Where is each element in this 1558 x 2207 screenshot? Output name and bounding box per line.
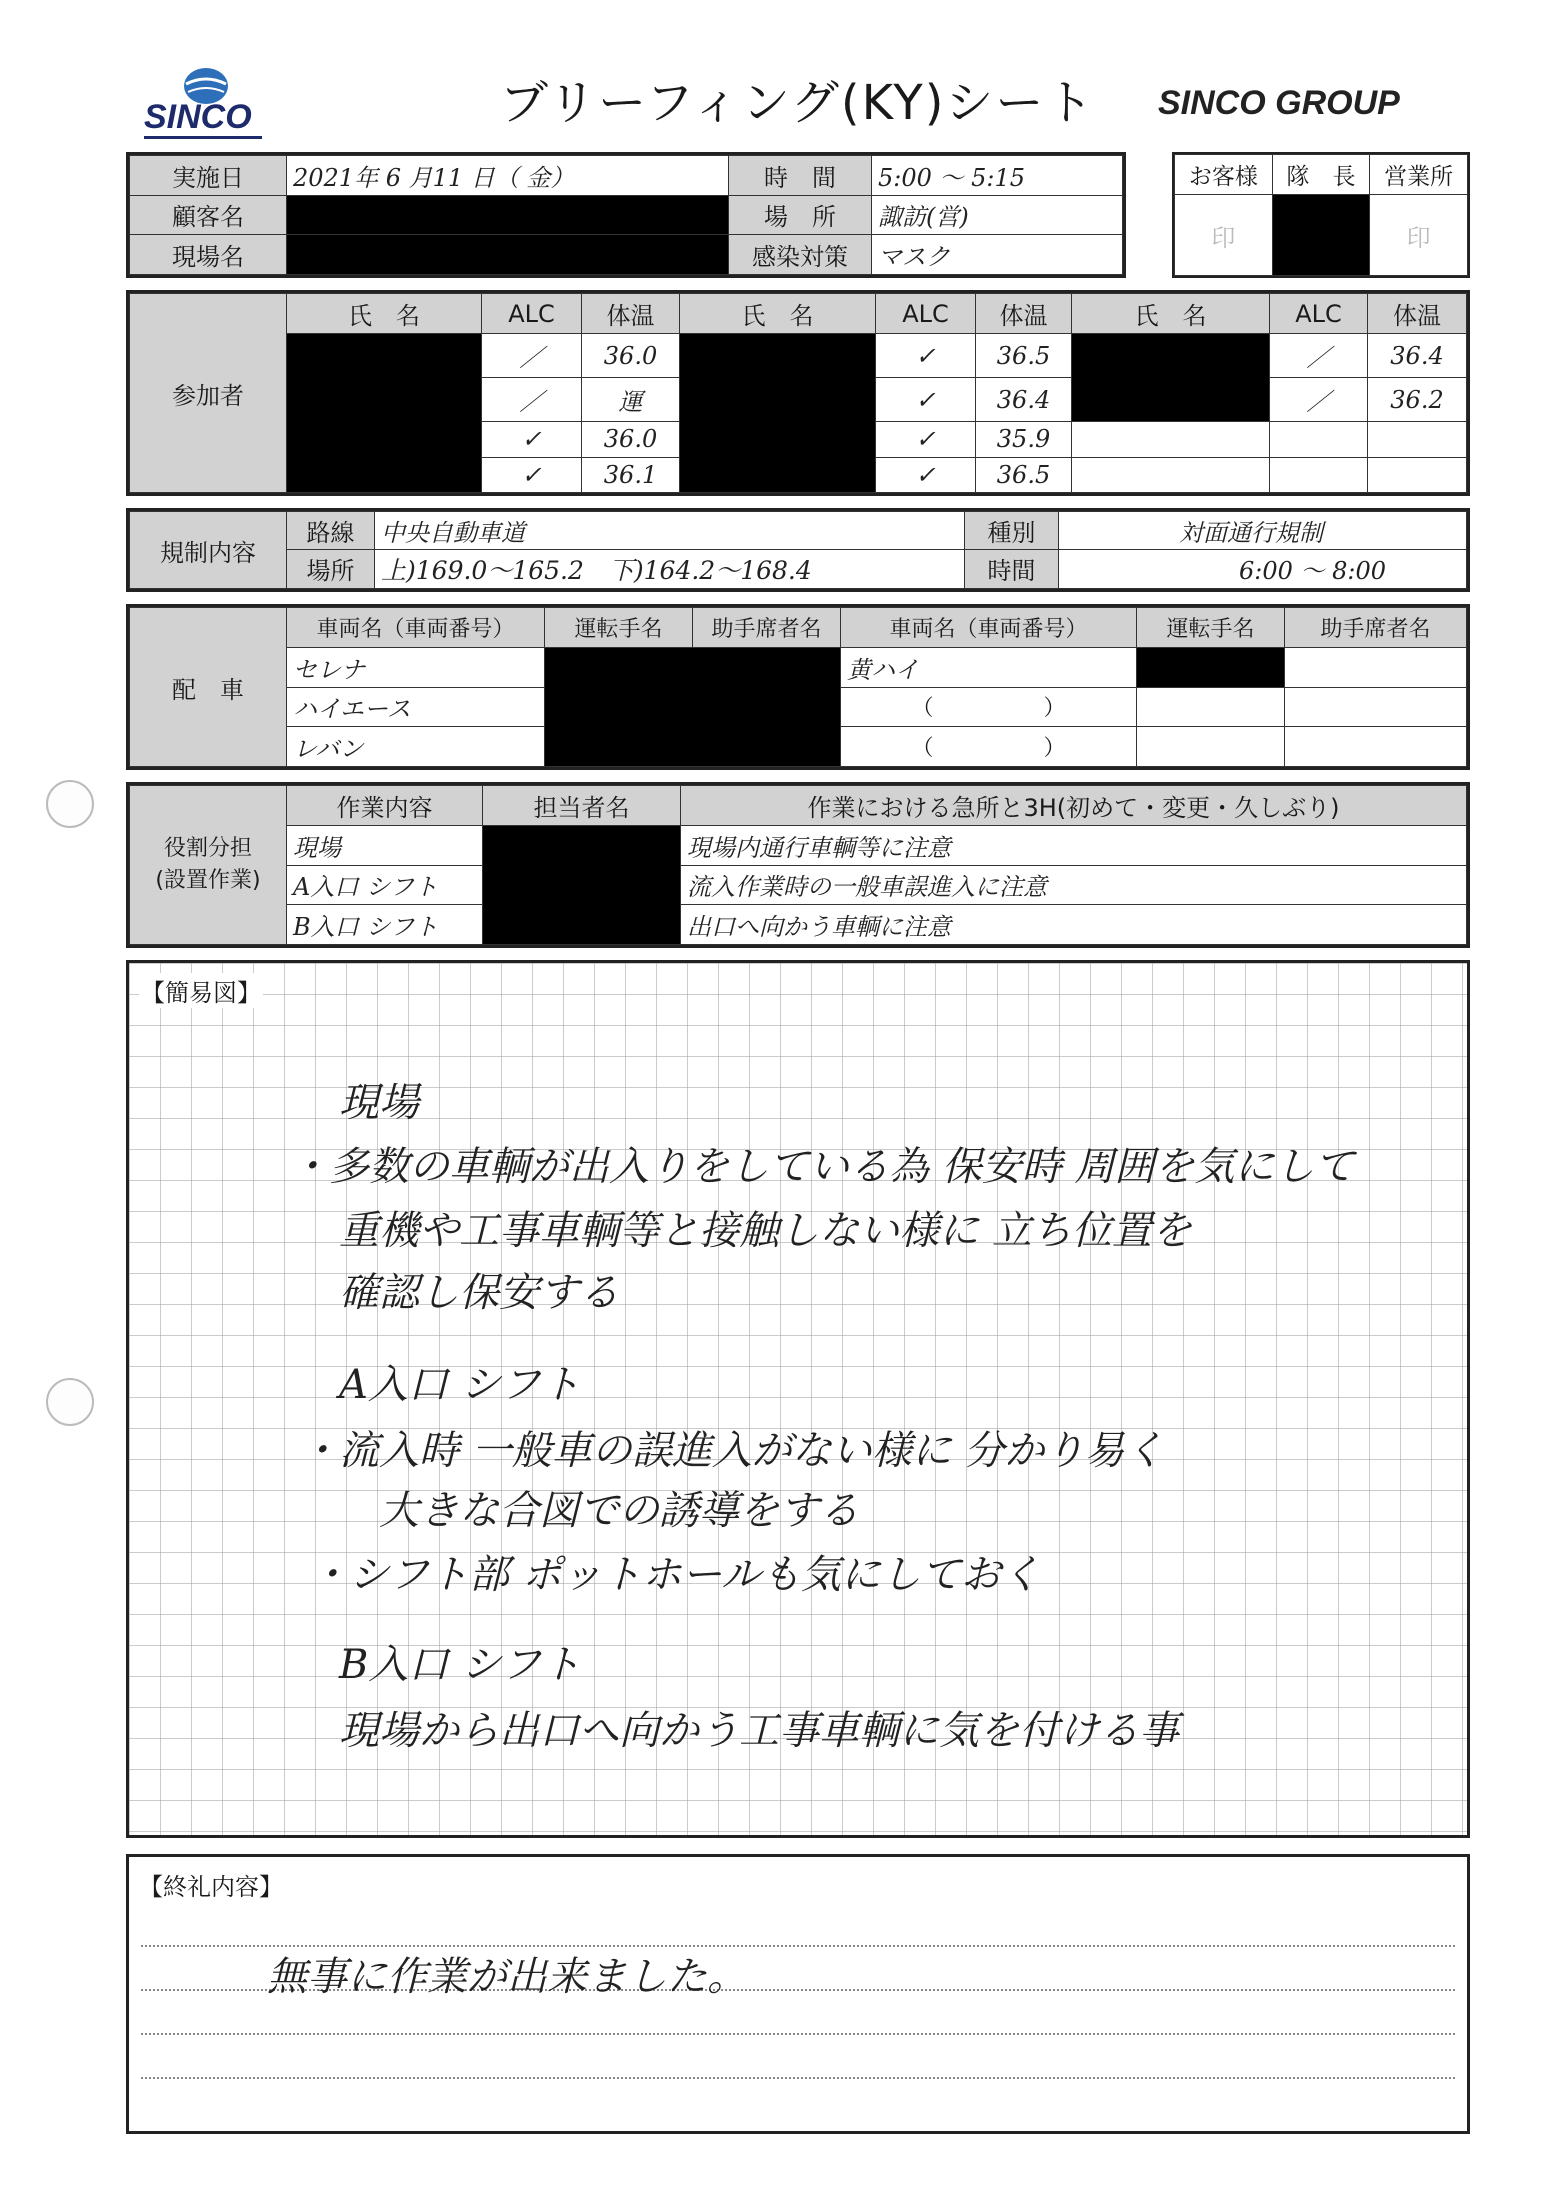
infection-label: 感染対策 — [729, 235, 872, 275]
alc-cell: ✓ — [482, 457, 582, 493]
logo-text: SINCO — [144, 98, 252, 136]
name-cell-empty — [1072, 422, 1270, 457]
approval-captain: 隊 長 — [1272, 155, 1370, 195]
roles-label — [130, 786, 287, 945]
customer-redacted — [287, 195, 729, 235]
stamp-sales: 印 — [1370, 195, 1468, 276]
sinco-logo — [140, 64, 270, 144]
route-label: 路線 — [287, 512, 375, 550]
vehicle-crew-redacted — [545, 648, 841, 767]
driver-cell — [1137, 727, 1285, 767]
col-name-1: 氏 名 — [287, 294, 482, 334]
temp-cell: 36.0 — [582, 422, 680, 457]
diagram-line: 現場から出口へ向かう工事車輌に気を付ける事 — [339, 1708, 1179, 1754]
col-car-2: 車両名（車両番号） — [841, 608, 1137, 648]
alc-cell: ／ — [1270, 334, 1368, 378]
diagram-line: 確認し保安する — [339, 1270, 619, 1316]
approval-sales: 営業所 — [1370, 155, 1468, 195]
diagram-line: ・多数の車輌が出入りをしている為 保安時 周囲を気にして — [289, 1144, 1355, 1190]
reg-place-value: 上)169.0～165.2 下)164.2～168.4 — [375, 549, 965, 588]
temp-cell: 35.9 — [976, 422, 1072, 457]
role-work: B入口 シフト — [287, 905, 483, 945]
date-label: 実施日 — [130, 156, 287, 196]
vehicles-label: 配 車 — [130, 608, 287, 767]
person-redacted — [483, 826, 681, 945]
approval-table — [1172, 152, 1470, 278]
alc-cell — [1270, 422, 1368, 457]
participants-table — [126, 290, 1470, 496]
closing-label: 【終礼内容】 — [139, 1873, 283, 1901]
reg-time-value: 6:00 ～ 8:00 — [1059, 549, 1467, 588]
diagram-line: 重機や工事車輌等と接触しない様に 立ち位置を — [339, 1208, 1192, 1254]
site-redacted — [287, 235, 729, 275]
alc-cell — [1270, 457, 1368, 493]
regulation-label: 規制内容 — [130, 512, 287, 589]
info-table — [126, 152, 1126, 278]
role-risk: 流入作業時の一般車誤進入に注意 — [681, 865, 1467, 905]
names-2-redacted — [680, 334, 876, 493]
col-driver-2: 運転手名 — [1137, 608, 1285, 648]
vehicles-table — [126, 604, 1470, 770]
diagram-area — [126, 960, 1470, 1838]
col-work: 作業内容 — [287, 786, 483, 826]
role-risk: 現場内通行車輌等に注意 — [681, 826, 1467, 866]
col-name-3: 氏 名 — [1072, 294, 1270, 334]
alc-cell: ✓ — [876, 457, 976, 493]
stamp-customer: 印 — [1175, 195, 1273, 276]
diagram-line: ・シフト部 ポットホールも気にしておく — [309, 1552, 1041, 1598]
vehicle-name: ハイエース — [287, 687, 545, 727]
names-1-redacted — [287, 334, 482, 493]
diagram-line: 大きな合図での誘導をする — [379, 1488, 859, 1534]
assistant-cell — [1285, 648, 1467, 688]
temp-cell: 運 — [582, 378, 680, 422]
col-person: 担当者名 — [483, 786, 681, 826]
col-alc-1: ALC — [482, 294, 582, 334]
temp-cell — [1368, 422, 1467, 457]
vehicle-name: （ ） — [841, 727, 1137, 767]
vehicle-name: （ ） — [841, 687, 1137, 727]
page-title: ブリーフィング(KY)シート — [500, 75, 1096, 131]
col-assistant-2: 助手席者名 — [1285, 608, 1467, 648]
temp-cell: 36.0 — [582, 334, 680, 378]
place-value: 諏訪(営) — [872, 195, 1123, 235]
alc-cell: ／ — [482, 378, 582, 422]
place-label: 場 所 — [729, 195, 872, 235]
customer-label: 顧客名 — [130, 195, 287, 235]
vehicle-name: 黄ハイ — [841, 648, 1137, 688]
alc-cell: ✓ — [876, 422, 976, 457]
stamp-captain-redacted — [1272, 195, 1370, 276]
temp-cell: 36.5 — [976, 334, 1072, 378]
alc-cell: ✓ — [876, 378, 976, 422]
names-3-redacted — [1072, 334, 1270, 422]
group-logo-text: SINCO GROUP — [1158, 84, 1400, 122]
punch-hole-bottom — [46, 1378, 94, 1426]
driver-cell — [1137, 687, 1285, 727]
reg-time-label: 時間 — [965, 549, 1059, 588]
temp-cell: 36.4 — [1368, 334, 1467, 378]
time-label: 時 間 — [729, 156, 872, 196]
alc-cell: ／ — [1270, 378, 1368, 422]
regulation-table — [126, 508, 1470, 592]
diagram-label: 【簡易図】 — [139, 973, 263, 1008]
dotted-rule — [141, 2077, 1455, 2079]
col-alc-2: ALC — [876, 294, 976, 334]
assistant-cell — [1285, 727, 1467, 767]
reg-place-label: 場所 — [287, 549, 375, 588]
temp-cell: 36.4 — [976, 378, 1072, 422]
approval-customer: お客様 — [1175, 155, 1273, 195]
col-driver-1: 運転手名 — [545, 608, 693, 648]
alc-cell: ✓ — [482, 422, 582, 457]
assistant-cell — [1285, 687, 1467, 727]
roles-label-line1: 役割分担 — [163, 836, 252, 861]
driver-redacted — [1137, 648, 1285, 688]
alc-cell: ✓ — [876, 334, 976, 378]
type-value: 対面通行規制 — [1059, 512, 1467, 550]
time-value: 5:00 ～ 5:15 — [872, 156, 1123, 196]
col-temp-2: 体温 — [976, 294, 1072, 334]
temp-cell: 36.5 — [976, 457, 1072, 493]
role-risk: 出口へ向かう車輌に注意 — [681, 905, 1467, 945]
col-car-1: 車両名（車両番号） — [287, 608, 545, 648]
temp-cell: 36.2 — [1368, 378, 1467, 422]
punch-hole-top — [46, 780, 94, 828]
dotted-rule — [141, 2033, 1455, 2035]
type-label: 種別 — [965, 512, 1059, 550]
roles-table — [126, 782, 1470, 948]
col-alc-3: ALC — [1270, 294, 1368, 334]
role-work: A入口 シフト — [287, 865, 483, 905]
diagram-line: 現場 — [339, 1080, 419, 1126]
col-risk: 作業における急所と3H(初めて・変更・久しぶり) — [681, 786, 1467, 826]
date-value: 2021年 6 月11 日（ 金） — [287, 156, 729, 196]
col-name-2: 氏 名 — [680, 294, 876, 334]
closing-text: 無事に作業が出来ました。 — [267, 1954, 747, 2000]
temp-cell: 36.1 — [582, 457, 680, 493]
col-temp-3: 体温 — [1368, 294, 1467, 334]
participants-label: 参加者 — [130, 294, 287, 493]
col-temp-1: 体温 — [582, 294, 680, 334]
infection-value: マスク — [872, 235, 1123, 275]
diagram-line: B入口 シフト — [339, 1642, 582, 1688]
diagram-line: A入口 シフト — [339, 1362, 581, 1408]
name-cell-empty — [1072, 457, 1270, 493]
route-value: 中央自動車道 — [375, 512, 965, 550]
closing-area — [126, 1854, 1470, 2134]
site-label: 現場名 — [130, 235, 287, 275]
vehicle-name: レバン — [287, 727, 545, 767]
temp-cell — [1368, 457, 1467, 493]
roles-label-line2: (設置作業) — [155, 868, 261, 893]
vehicle-name: セレナ — [287, 648, 545, 688]
alc-cell: ／ — [482, 334, 582, 378]
diagram-line: ・流入時 一般車の誤進入がない様に 分かり易く — [299, 1428, 1165, 1474]
col-assistant-1: 助手席者名 — [693, 608, 841, 648]
role-work: 現場 — [287, 826, 483, 866]
